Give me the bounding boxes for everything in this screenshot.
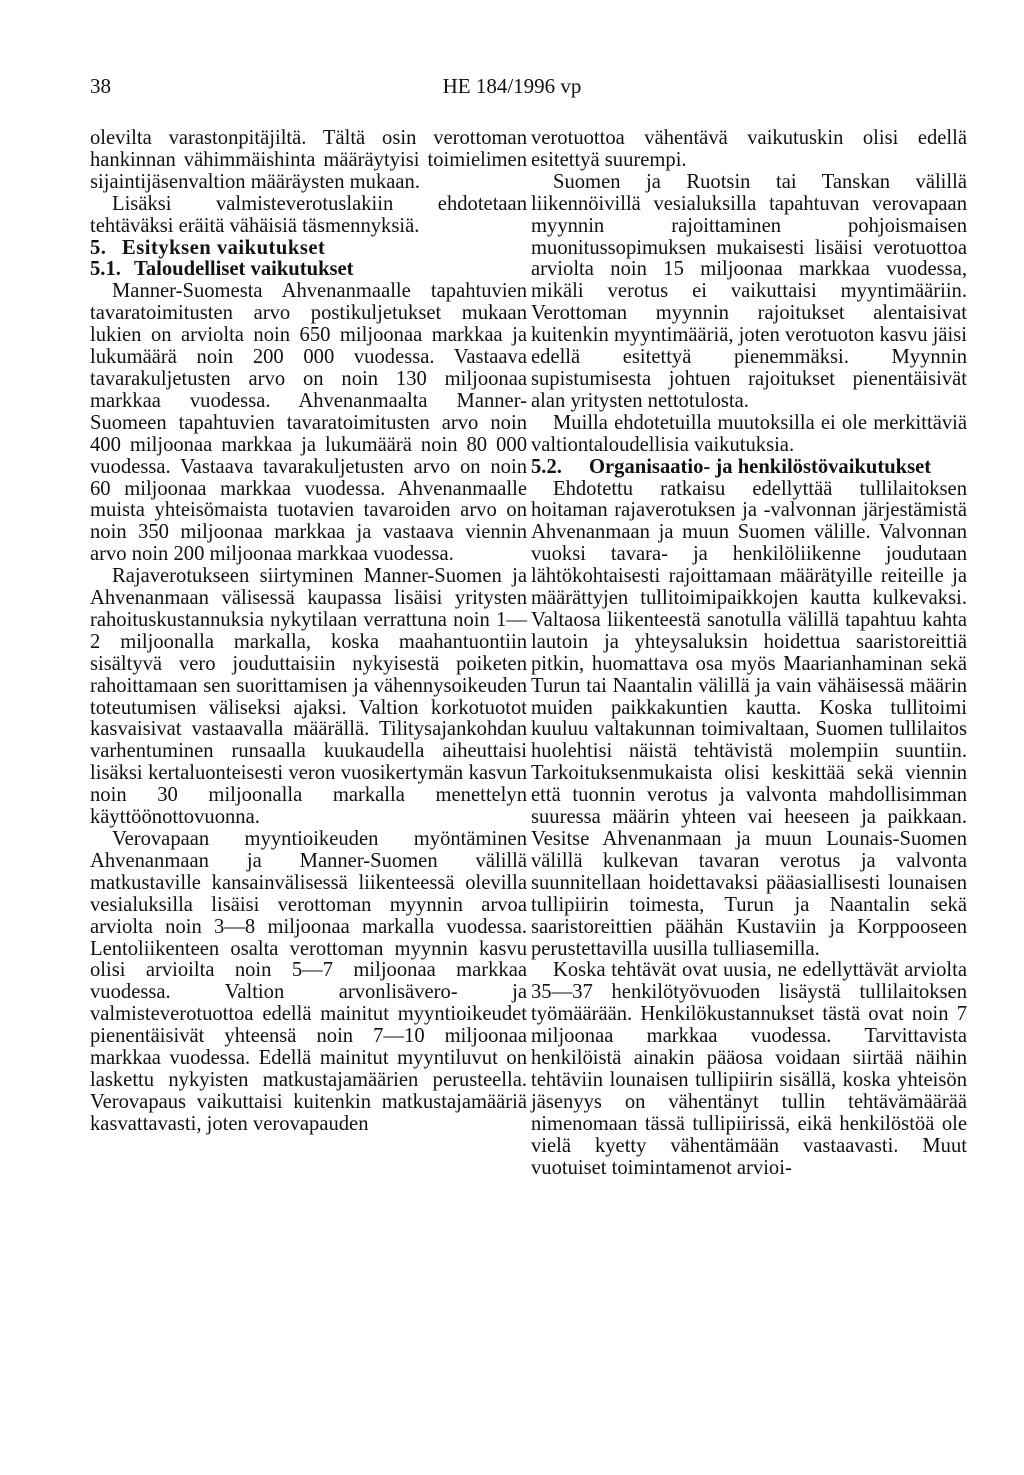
paragraph: verotuottoa vähentävä vaikutuskin olisi edellä esitettyä suurempi. (531, 127, 967, 171)
section-title: Organisaatio- ja henkilöstövaikutukset (589, 455, 932, 478)
section-number: 5.1. (90, 258, 121, 281)
page-header (0, 74, 1024, 104)
paragraph: Rajaverotukseen siirtyminen Manner-Suomen ja Ahvenanmaan välisessä kaupassa lisäisi yritysten rahoituskustannuksia nykytilaan verrattuna noin 1—2 miljoonalla markalla, koska maahantuontiin sisältyvä vero jouduttaisiin nykyisestä poiketen rahoittamaan sen suorittamisen ja vähennysoikeuden toteutumisen väliseksi ajaksi. Valtion korkotuotot kasvaisivat vastaavalla määrällä. Tilitysajankohdan varhentuminen runsaalla kuukaudella aiheuttaisi lisäksi kertaluonteisesti veron vuosikertymän kasvun noin 30 miljoonalla markalla menettelyn käyttöönottovuonna. (90, 565, 527, 829)
left-column (90, 128, 527, 1136)
section-heading-5-2 (531, 457, 967, 479)
paragraph: olevilta varastonpitäjiltä. Tältä osin verottoman hankinnan vähimmäishinta määräytyisi toimielimen sijaintijäsenvaltion määräysten mukaan. (90, 127, 527, 193)
section-number: 5.2. (531, 455, 562, 478)
paragraph: Suomen ja Ruotsin tai Tanskan välillä liikennöivillä vesialuksilla tapahtuvan verovapaan myynnin rajoittaminen pohjoismaisen muonitussopimuksen mukaisesti lisäisi verotuottoa arviolta noin 15 miljoonaa markkaa vuodessa, mikäli verotus ei vaikuttaisi myyntimääriin. Verottoman myynnin rajoitukset alentaisivat kuitenkin myyntimääriä, joten verotuoton kasvu jäisi edellä esitettyä pienemmäksi. Myynnin supistumisesta johtuen rajoitukset pienentäisivät alan yritysten nettotulosta. (531, 170, 967, 412)
document-title: HE 184/1996 vp (442, 74, 582, 98)
page-number: 38 (90, 74, 111, 98)
paragraph: Ehdotettu ratkaisu edellyttää tullilaitoksen hoitaman rajaverotuksen ja -valvonnan järjestämistä Ahvenanmaan ja muun Suomen välille. Valvonnan vuoksi tavara- ja henkilöliikenne joudutaan lähtökohtaisesti rajoittamaan määrätyille reiteille ja määrättyjen tullitoimipaikkojen kautta kulkevaksi. Valtaosa liikenteestä sanotulla välillä tapahtuu kahta lautoin ja yhteysaluksin hoidettua saaristoreittiä pitkin, huomattava osa myös Maarianhaminan sekä Turun tai Naantalin välillä ja vain vähäisessä määrin muiden paikkakuntien kautta. Koska tullitoimi kuuluu valtakunnan toimivaltaan, Suomen tullilaitos huolehtisi näistä tehtävistä molempiin suuntiin. Tarkoituksenmukaista olisi keskittää sekä viennin että tuonnin verotus ja valvonta mahdollisimman suuressa määrin yhteen vai heeseen ja paikkaan. Vesitse Ahvenanmaan ja muun Lounais-Suomen välillä kulkevan tavaran verotus ja valvonta suunnitellaan hoidettavaksi pääasiallisesti lounaisen tullipiirin toimesta, Turun ja Naantalin sekä saaristoreittien päähän Kustaviin ja Korppooseen perustettavilla uusilla tulliasemilla. (531, 477, 967, 960)
paragraph: Verovapaan myyntioikeuden myöntäminen Ahvenanmaan ja Manner-Suomen välillä matkustaville kansainvälisessä liikenteessä olevilla vesialuksilla lisäisi verottoman myynnin arvoa arviolta noin 3—8 miljoonaa markalla vuodessa. Lentoliikenteen osalta verottoman myynnin kasvu olisi arvioilta noin 5—7 miljoonaa markkaa vuodessa. Valtion arvonlisävero- ja valmisteverotuottoa edellä mainitut myyntioikeudet pienentäisivät yhteensä noin 7—10 miljoonaa markkaa vuodessa. Edellä mainitut myyntiluvut on laskettu nykyisten matkustajamäärien perusteella. Verovapaus vaikuttaisi kuitenkin matkustajamääriä kasvattavasti, joten verovapauden (90, 828, 527, 1135)
paragraph: Lisäksi valmisteverotuslakiin ehdotetaan tehtäväksi eräitä vähäisiä täsmennyksiä. (90, 192, 527, 237)
paragraph: Manner-Suomesta Ahvenanmaalle tapahtuvien tavaratoimitusten arvo postikuljetukset mukaan lukien on arviolta noin 650 miljoonaa markkaa ja lukumäärä noin 200 000 vuodessa. Vastaava tavarakuljetusten arvo on noin 130 miljoonaa markkaa vuodessa. Ahvenanmaalta Manner-Suomeen tapahtuvien tavaratoimitusten arvo noin 400 miljoonaa markkaa ja lukumäärä noin 80 000 vuodessa. Vastaava tavarakuljetusten arvo on noin 60 miljoonaa markkaa vuodessa. Ahvenanmaalle muista yhteisömaista tuotavien tavaroiden arvo on noin 350 miljoonaa markkaa ja vastaava viennin arvo noin 200 miljoonaa markkaa vuodessa. (90, 280, 527, 566)
section-heading-5 (90, 238, 527, 260)
section-number: 5. (90, 236, 107, 259)
right-column (531, 128, 967, 1180)
paragraph: Muilla ehdotetuilla muutoksilla ei ole merkittäviä valtiontaloudellisia vaikutuksia. (531, 411, 967, 456)
paragraph: Koska tehtävät ovat uusia, ne edellyttävät arviolta 35—37 henkilötyövuoden lisäystä tullilaitoksen työmäärään. Henkilökustannukset tästä ovat noin 7 miljoonaa markkaa vuodessa. Tarvittavista henkilöistä ainakin pääosa voidaan siirtää näihin tehtäviin lounaisen tullipiirin sisällä, koska yhteisön jäsenyys on vähentänyt tullin tehtävämäärää nimenomaan tässä tullipiirissä, eikä henkilöstöä ole vielä kyetty vähentämään vastaavasti. Muut vuotuiset toimintamenot arvioi- (531, 959, 967, 1179)
section-heading-5-1 (90, 259, 527, 281)
section-title: Esityksen vaikutukset (122, 236, 326, 259)
section-title: Taloudelliset vaikutukset (134, 258, 354, 281)
